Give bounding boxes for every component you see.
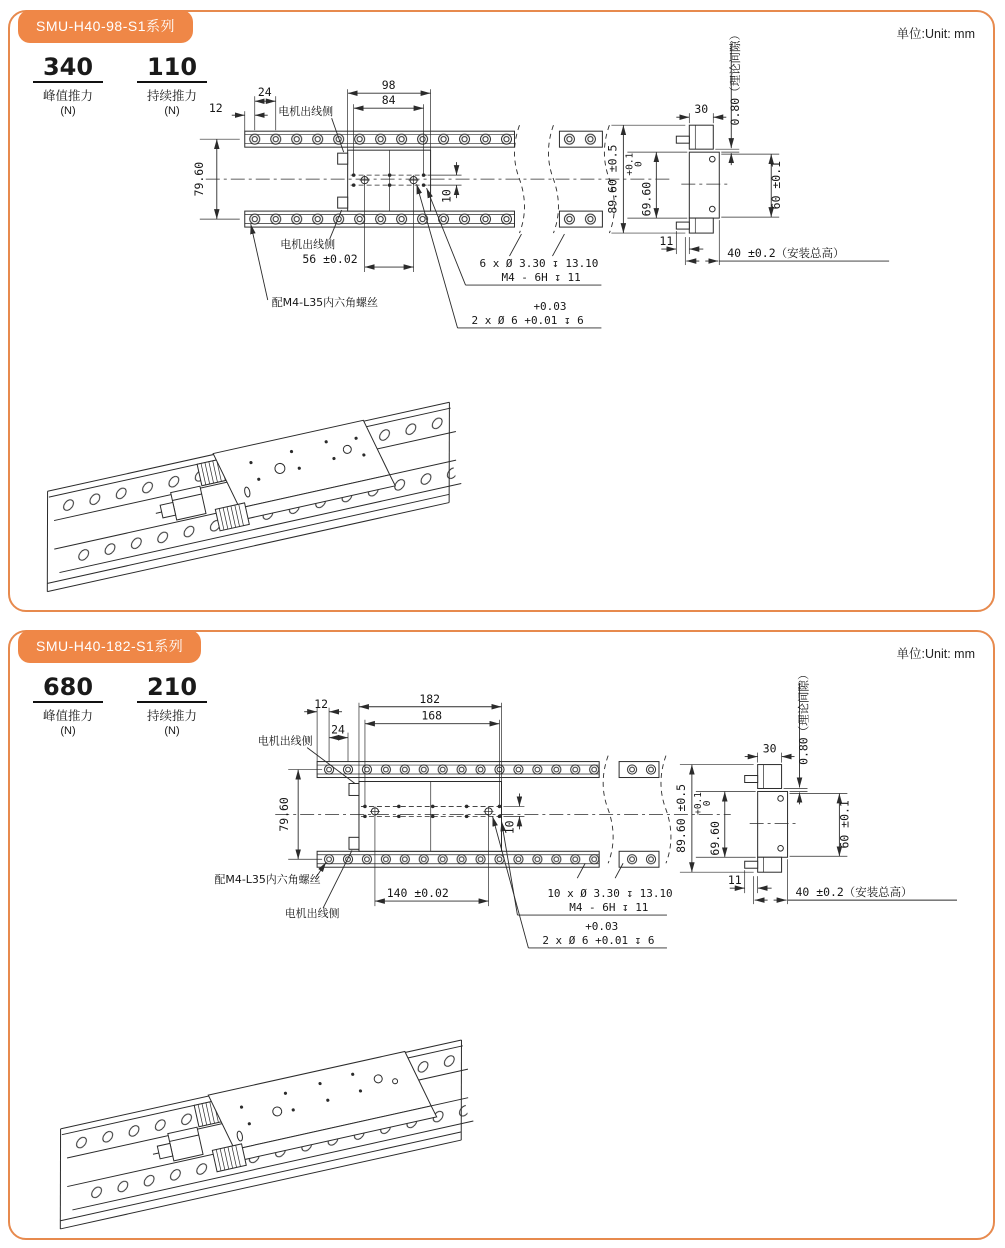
dim-right-height: 60 ±0.1 bbox=[769, 160, 784, 210]
continuous-thrust-label: 持续推力 bbox=[146, 709, 197, 724]
peak-thrust-label: 峰值推力 bbox=[42, 709, 93, 724]
peak-thrust-label: 峰值推力 bbox=[42, 89, 93, 104]
dim-inner-height: 69.60 bbox=[707, 821, 722, 856]
peak-thrust-unit: (N) bbox=[60, 105, 76, 118]
dim-inner-tol-plus: +0.1 bbox=[624, 152, 636, 176]
dim-width: 79.60 bbox=[277, 797, 292, 832]
continuous-thrust bbox=[130, 674, 214, 737]
continuous-thrust-value: 210 bbox=[137, 674, 207, 703]
dim-pin-pitch: 56 ±0.02 bbox=[302, 252, 358, 267]
motor-exit-label-bottom: 电机出线侧 bbox=[280, 238, 336, 252]
continuous-thrust-label: 持续推力 bbox=[146, 89, 197, 104]
continuous-thrust bbox=[130, 54, 214, 117]
gap-note: 0.80（理论间隙） bbox=[728, 29, 743, 126]
dim-inner-height: 69.60 bbox=[639, 181, 654, 217]
mount-hole-note-2: M4 - 6H ↧ 11 bbox=[569, 901, 649, 915]
pin-hole-note: 2 x Ø 6 +0.01 ↧ 6 bbox=[471, 313, 584, 327]
carriage bbox=[349, 782, 501, 852]
dim-total-height: 40 ±0.2（安装总高） bbox=[795, 885, 913, 900]
dim-inner-tol-zero: 0 bbox=[701, 800, 713, 807]
dim-right-height: 60 ±0.1 bbox=[837, 800, 852, 849]
thrust-specs bbox=[26, 674, 214, 737]
dim-pin-pitch: 140 ±0.02 bbox=[386, 886, 449, 901]
peak-thrust bbox=[26, 54, 110, 117]
dim-outer-height: 89.60 ±0.5 bbox=[605, 144, 620, 214]
motor-exit-label-top: 电机出线侧 bbox=[257, 734, 313, 748]
isometric-view bbox=[26, 401, 471, 591]
top-view bbox=[214, 692, 730, 948]
panel-smu-h40-182-s1 bbox=[8, 630, 995, 1240]
dim-total-height: 40 ±0.2（安装总高） bbox=[727, 246, 845, 261]
dim-hole-span: 168 bbox=[421, 708, 443, 723]
unit-label: 单位:Unit: mm bbox=[896, 27, 975, 41]
pin-hole-tolerance: +0.03 bbox=[585, 920, 619, 934]
dim-stator-width: 30 bbox=[694, 102, 709, 117]
screw-note: 配M4-L35内六角螺丝 bbox=[214, 873, 321, 887]
side-view bbox=[674, 669, 957, 905]
continuous-thrust-value: 110 bbox=[137, 54, 207, 83]
dim-inner-tol-zero: 0 bbox=[633, 161, 645, 168]
dim-hole-span: 84 bbox=[381, 93, 396, 108]
panel-smu-h40-98-s1 bbox=[8, 10, 995, 612]
dim-hole-pitch: 24 bbox=[257, 85, 272, 100]
mount-hole-note-2: M4 - 6H ↧ 11 bbox=[501, 271, 581, 285]
dim-hole-pitch: 24 bbox=[331, 722, 345, 737]
thrust-specs bbox=[26, 54, 214, 117]
mount-hole-note-1: 6 x Ø 3.30 ↧ 13.10 bbox=[479, 257, 599, 271]
peak-thrust-unit: (N) bbox=[60, 725, 76, 738]
dim-body-length: 182 bbox=[419, 691, 441, 706]
dim-inner-tol-plus: +0.1 bbox=[692, 792, 704, 815]
dim-width: 79.60 bbox=[191, 161, 206, 197]
carriage bbox=[338, 150, 431, 211]
peak-thrust bbox=[26, 674, 110, 737]
continuous-thrust-unit: (N) bbox=[164, 105, 180, 118]
isometric-view bbox=[39, 1039, 483, 1229]
mount-hole-note-1: 10 x Ø 3.30 ↧ 13.10 bbox=[547, 887, 673, 901]
dim-left-offset: 12 bbox=[208, 101, 223, 116]
unit-label: 单位:Unit: mm bbox=[896, 647, 975, 661]
series-badge: SMU-H40-98-S1系列 bbox=[18, 10, 193, 43]
dim-offset: 11 bbox=[727, 873, 742, 888]
peak-thrust-value: 680 bbox=[33, 674, 103, 703]
dim-body-length: 98 bbox=[381, 78, 396, 93]
motor-exit-label-bottom: 电机出线侧 bbox=[284, 907, 340, 921]
side-view bbox=[605, 29, 889, 265]
motor-exit-label-top: 电机出线侧 bbox=[278, 105, 334, 119]
peak-thrust-value: 340 bbox=[33, 54, 103, 83]
dim-left-offset: 12 bbox=[314, 696, 328, 711]
gap-note: 0.80（理论间隙） bbox=[796, 668, 811, 765]
dim-row-gap: 10 bbox=[502, 820, 517, 835]
pin-hole-tolerance: +0.03 bbox=[533, 300, 567, 314]
dim-offset: 11 bbox=[659, 234, 674, 249]
dim-row-gap: 10 bbox=[439, 189, 454, 204]
dim-outer-height: 89.60 ±0.5 bbox=[673, 783, 688, 853]
screw-note: 配M4-L35内六角螺丝 bbox=[271, 296, 379, 310]
series-badge: SMU-H40-182-S1系列 bbox=[18, 630, 201, 663]
pin-hole-note: 2 x Ø 6 +0.01 ↧ 6 bbox=[542, 933, 655, 947]
continuous-thrust-unit: (N) bbox=[164, 725, 180, 738]
dim-stator-width: 30 bbox=[762, 741, 777, 756]
top-view bbox=[192, 78, 674, 328]
